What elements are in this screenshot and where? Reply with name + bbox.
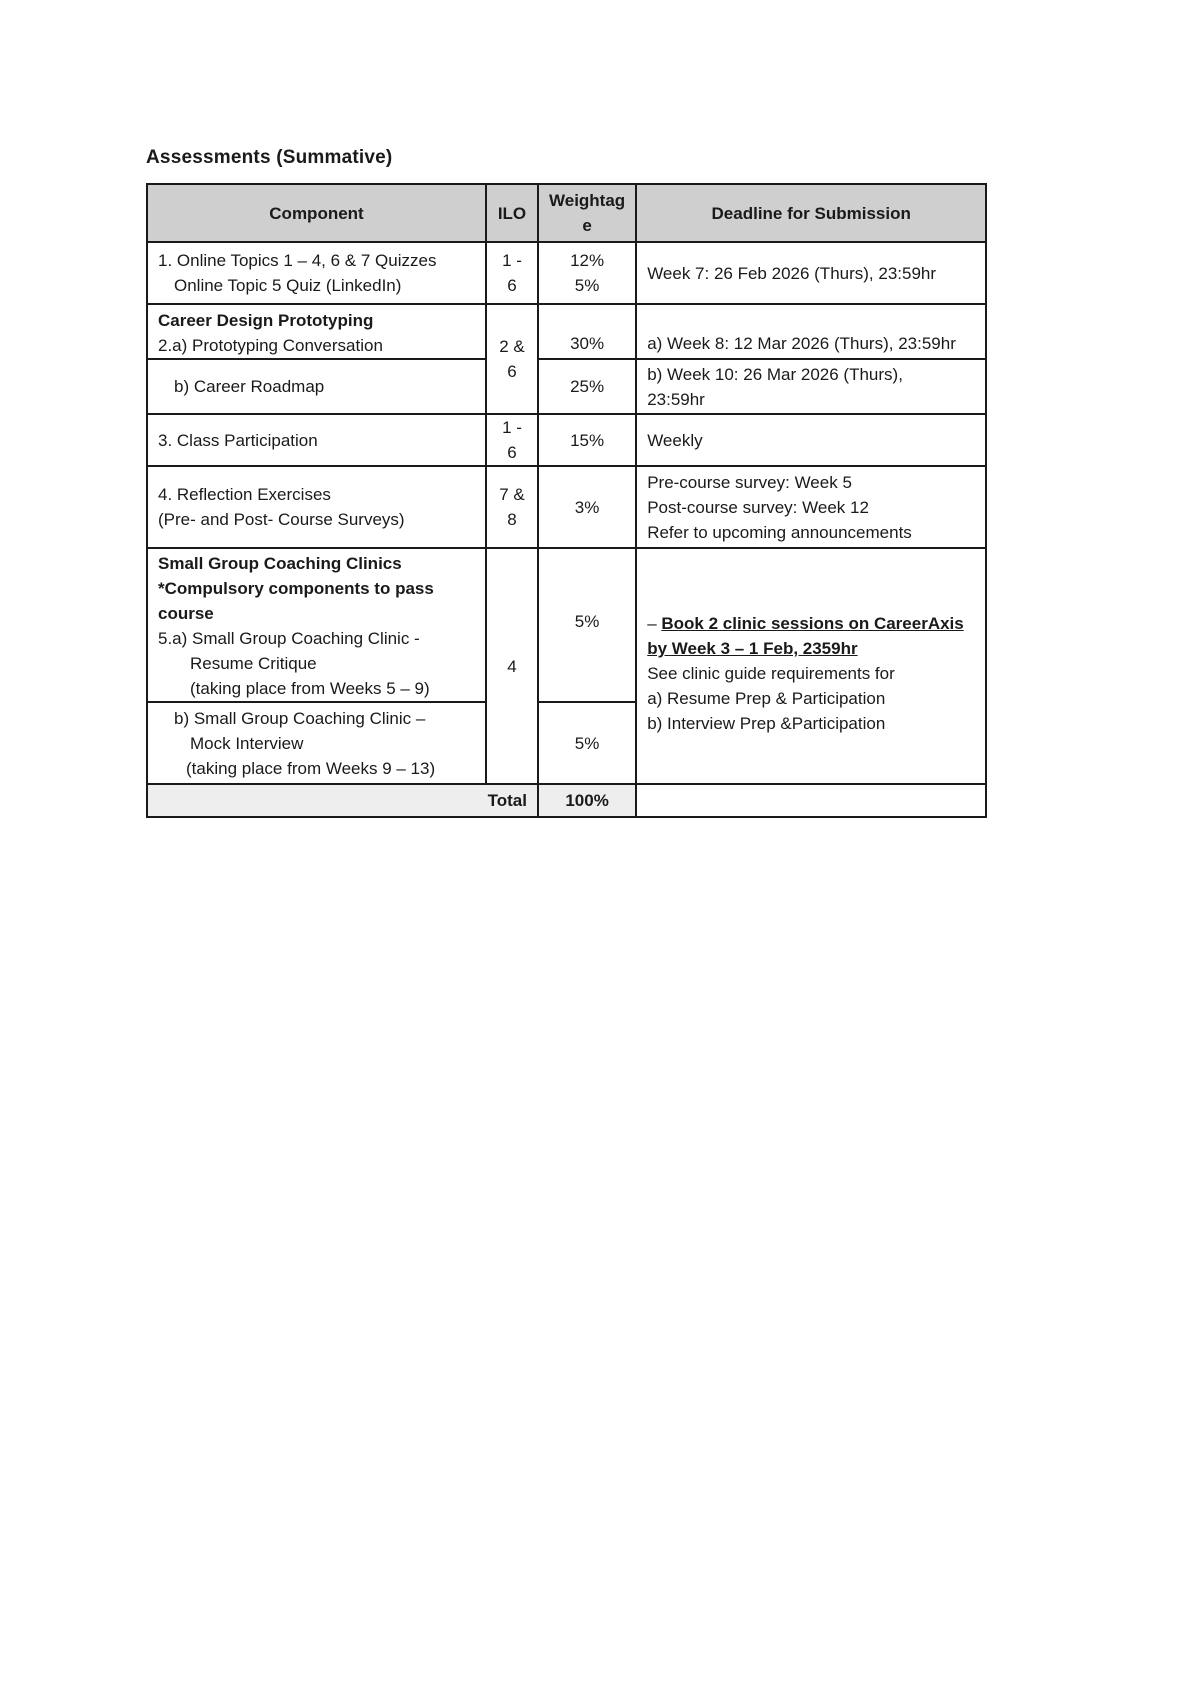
header-weightage-line1: Weightag bbox=[549, 191, 626, 210]
row5a-component bbox=[147, 548, 486, 702]
row5-component-heading2: *Compulsory components to pass bbox=[158, 579, 434, 598]
total-value: 100% bbox=[538, 784, 636, 817]
row5a-component-line2: Resume Critique bbox=[190, 654, 317, 673]
row-class-participation bbox=[147, 414, 986, 466]
header-row bbox=[147, 184, 986, 242]
row1-component-line2: Online Topic 5 Quiz (LinkedIn) bbox=[174, 276, 402, 295]
row-prototyping-conversation bbox=[147, 304, 986, 359]
row5b-weightage: 5% bbox=[538, 702, 636, 784]
row5-deadline-line4: a) Resume Prep & Participation bbox=[647, 689, 886, 708]
row4-deadline-line2: Post-course survey: Week 12 bbox=[647, 497, 869, 517]
row4-weightage: 3% bbox=[538, 466, 636, 548]
row5-component-heading1: Small Group Coaching Clinics bbox=[158, 554, 402, 573]
row5b-component-line1: b) Small Group Coaching Clinic – bbox=[174, 708, 426, 728]
row2b-weightage: 25% bbox=[538, 359, 636, 414]
row-career-roadmap bbox=[147, 359, 986, 414]
row2a-weightage: 30% bbox=[538, 304, 636, 359]
row4-component-line2: (Pre- and Post- Course Surveys) bbox=[158, 510, 405, 529]
row5-deadline-line3: See clinic guide requirements for bbox=[647, 664, 895, 683]
row5-deadline-line1 bbox=[647, 611, 975, 636]
row2a-component bbox=[147, 304, 486, 359]
total-label: Total bbox=[147, 784, 538, 817]
row5-deadline bbox=[636, 548, 986, 784]
row-online-quizzes bbox=[147, 242, 986, 304]
header-weightage bbox=[538, 184, 636, 242]
row3-weightage: 15% bbox=[538, 414, 636, 466]
row5-deadline-booking: Book 2 clinic sessions on CareerAxis bbox=[661, 614, 964, 633]
row5b-component-line2: Mock Interview bbox=[190, 733, 304, 753]
row4-deadline bbox=[636, 466, 986, 548]
row1-ilo: 1 - 6 bbox=[486, 242, 538, 304]
row2a-component-label: 2.a) Prototyping Conversation bbox=[158, 336, 383, 355]
row4-component-line1: 4. Reflection Exercises bbox=[158, 485, 331, 504]
page-title: Assessments (Summative) bbox=[146, 147, 393, 168]
row1-component-line1: 1. Online Topics 1 – 4, 6 & 7 Quizzes bbox=[158, 251, 437, 270]
row4-ilo: 7 & 8 bbox=[486, 466, 538, 548]
row3-deadline: Weekly bbox=[636, 414, 986, 466]
row2b-component-label: b) Career Roadmap bbox=[174, 377, 325, 396]
header-ilo: ILO bbox=[486, 184, 538, 242]
assessment-table bbox=[146, 183, 987, 818]
row5b-component bbox=[147, 702, 486, 784]
row5-component-heading3: course bbox=[158, 604, 214, 623]
row5a-weightage: 5% bbox=[538, 548, 636, 702]
row4-deadline-line3: Refer to upcoming announcements bbox=[647, 522, 912, 542]
row2b-deadline bbox=[636, 359, 986, 414]
total-empty-cell bbox=[636, 784, 986, 817]
row2-ilo: 2 & 6 bbox=[486, 304, 538, 414]
row3-component: 3. Class Participation bbox=[147, 414, 486, 466]
header-deadline: Deadline for Submission bbox=[636, 184, 986, 242]
row1-weightage-line1: 12% bbox=[570, 251, 605, 270]
row2b-deadline-line1: b) Week 10: 26 Mar 2026 (Thurs), bbox=[647, 364, 903, 384]
total-row bbox=[147, 784, 986, 817]
header-weightage-line2: e bbox=[582, 216, 592, 235]
row4-component bbox=[147, 466, 486, 548]
row5a-component-line3: (taking place from Weeks 5 – 9) bbox=[190, 679, 430, 698]
row5-deadline-line5: b) Interview Prep &Participation bbox=[647, 714, 886, 733]
row2a-deadline: a) Week 8: 12 Mar 2026 (Thurs), 23:59hr bbox=[636, 304, 986, 359]
row1-deadline: Week 7: 26 Feb 2026 (Thurs), 23:59hr bbox=[636, 242, 986, 304]
row2b-component bbox=[147, 359, 486, 414]
row2b-deadline-line2: 23:59hr bbox=[647, 389, 705, 409]
row1-weightage bbox=[538, 242, 636, 304]
row2-component-heading: Career Design Prototyping bbox=[158, 311, 374, 330]
row1-component bbox=[147, 242, 486, 304]
row-reflection-exercises bbox=[147, 466, 986, 548]
header-component: Component bbox=[147, 184, 486, 242]
row5a-component-line1: 5.a) Small Group Coaching Clinic - bbox=[158, 629, 420, 648]
row5b-component-line3: (taking place from Weeks 9 – 13) bbox=[186, 758, 436, 778]
row4-deadline-line1: Pre-course survey: Week 5 bbox=[647, 472, 852, 492]
row5-ilo: 4 bbox=[486, 548, 538, 784]
row-coaching-resume bbox=[147, 548, 986, 702]
row5-deadline-booking-date: by Week 3 – 1 Feb, 2359hr bbox=[647, 639, 858, 658]
row1-weightage-line2: 5% bbox=[574, 276, 600, 295]
row3-ilo: 1 - 6 bbox=[486, 414, 538, 466]
row5-deadline-dash: – bbox=[647, 614, 662, 633]
